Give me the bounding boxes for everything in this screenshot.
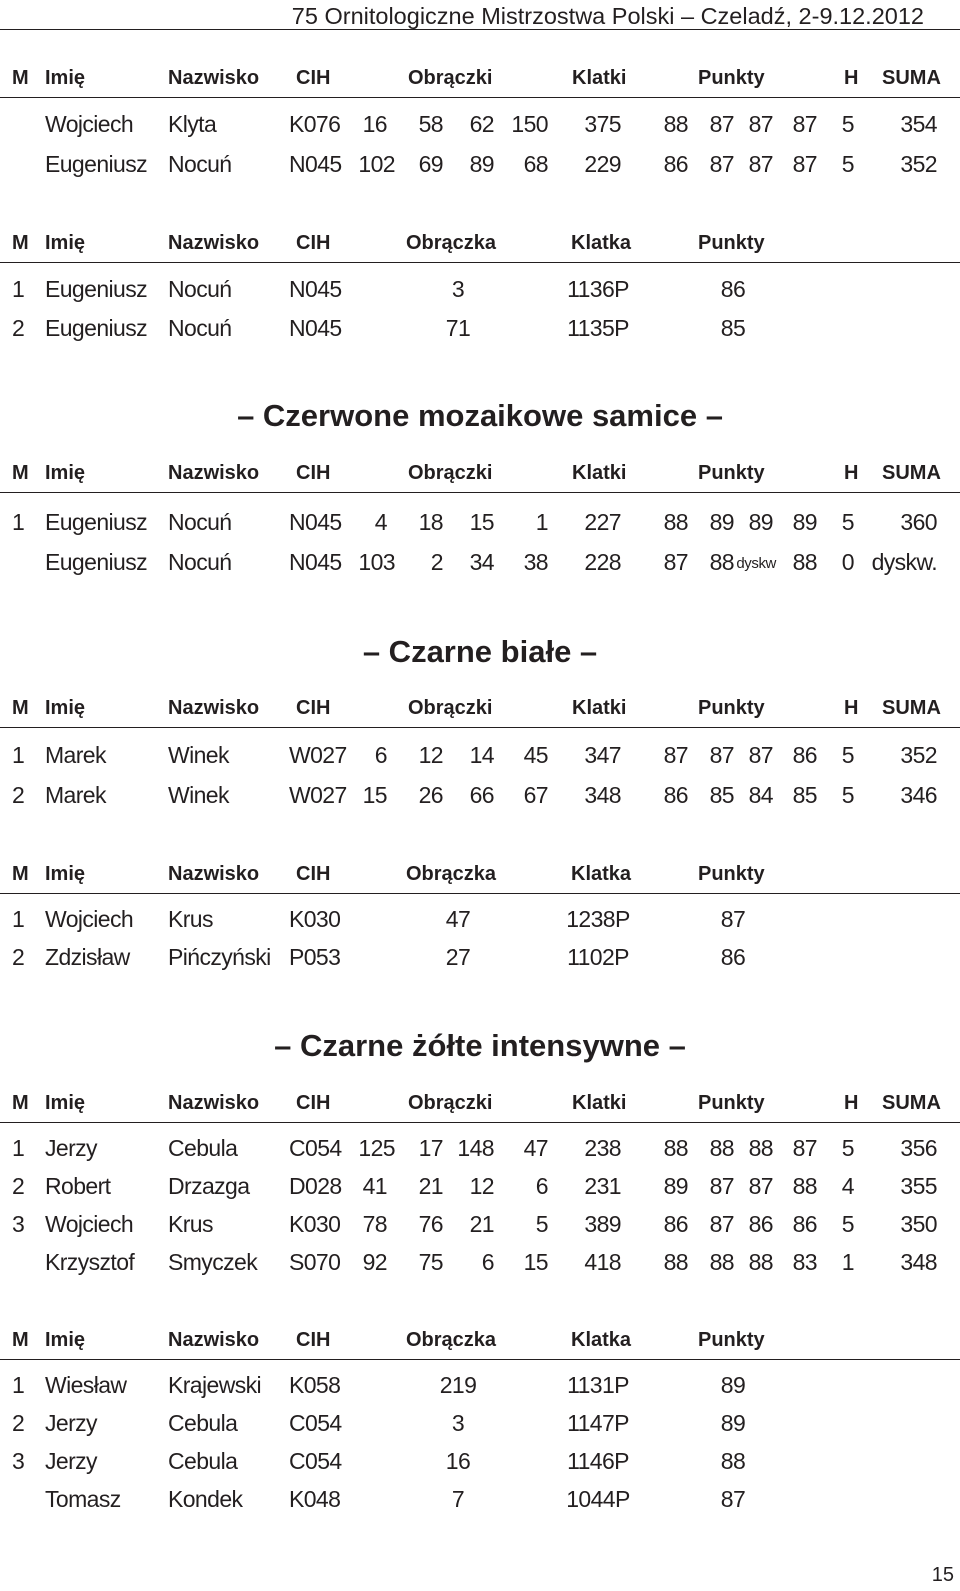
sec4-singles-header-m: M	[12, 1329, 29, 1351]
sec4-single-row-cage: 1147P	[567, 1410, 629, 1436]
sec4-team-row-sum: 350	[900, 1211, 937, 1237]
sec1-team-row-ring: 68	[523, 151, 548, 177]
sec1-team-row-last-name: Nocuń	[168, 151, 232, 177]
sec3-single-row-cage: 1102P	[567, 944, 629, 970]
sec3-team-row-ring: 14	[469, 742, 494, 768]
sec4-team-row-last-name: Drzazga	[168, 1173, 250, 1199]
sec4-team-row-ring: 12	[469, 1173, 494, 1199]
sec1-teams-header-nazwisko: Nazwisko	[168, 67, 260, 89]
sec2-team-row-last-name: Nocuń	[168, 509, 232, 535]
sec4-team-row-h: 5	[841, 1211, 854, 1237]
sec2-team-row-points: 88	[663, 509, 688, 535]
sec1-singles-header-punkty: Punkty	[698, 232, 765, 254]
sec3-single-row-last-name: Pińczyński	[168, 944, 271, 970]
sec3-teams-header-m: M	[12, 697, 29, 719]
sec3-team-row-last-name: Winek	[168, 782, 229, 808]
sec4-team-row-sum: 355	[900, 1173, 937, 1199]
sec3-team-row-sum: 352	[900, 742, 937, 768]
sec4-team-row-ring: 15	[523, 1249, 548, 1275]
sec1-teams-header-obraczki: Obrączki	[408, 67, 493, 89]
sec4-single-row-place: 3	[12, 1448, 25, 1474]
sec2-teams-header-obraczki: Obrączki	[408, 462, 493, 484]
sec4-team-row-first-name: Robert	[45, 1173, 111, 1199]
sec2-team-row-first-name: Eugeniusz	[45, 549, 148, 575]
sec3-team-row-points: 87	[748, 742, 773, 768]
sec3-singles-header-obraczka: Obrączka	[406, 863, 497, 885]
sec2-teams-header-nazwisko: Nazwisko	[168, 462, 260, 484]
sec1-single-row-last-name: Nocuń	[168, 315, 232, 341]
sec1-teams-header-rule	[0, 97, 960, 98]
sec4-team-row-cage: 238	[584, 1135, 621, 1161]
sec2-team-row-last-name: Nocuń	[168, 549, 232, 575]
sec4-team-row-points: 86	[792, 1211, 817, 1237]
section-heading-czerwone-mozaikowe-samice: – Czerwone mozaikowe samice –	[237, 398, 723, 433]
sec4-teams-header-klatki: Klatki	[572, 1092, 627, 1114]
sec4-single-row-ring: 3	[451, 1410, 465, 1436]
sec4-team-row-last-name: Smyczek	[168, 1249, 258, 1275]
sec3-teams-header-cih: CIH	[296, 697, 331, 719]
sec1-team-row-h: 5	[841, 111, 854, 137]
sec4-single-row-points: 88	[720, 1448, 746, 1474]
sec3-team-row-ring: 66	[469, 782, 494, 808]
sec4-team-row-ring: 78	[362, 1211, 387, 1237]
sec2-team-row-cih: N045	[289, 509, 342, 535]
sec2-team-row-points: 88	[792, 549, 817, 575]
sec2-team-row-points: 89	[709, 509, 734, 535]
sec2-team-row-cage: 228	[584, 549, 621, 575]
sec3-team-row-cih: W027	[289, 742, 347, 768]
sec4-team-row-first-name: Wojciech	[45, 1211, 134, 1237]
sec4-singles-header-rule	[0, 1359, 960, 1360]
sec4-singles-header-nazwisko: Nazwisko	[168, 1329, 260, 1351]
sec4-team-row-ring: 17	[418, 1135, 443, 1161]
sec3-team-row-place: 1	[12, 742, 25, 768]
sec4-team-row-cih: C054	[289, 1135, 342, 1161]
sec4-single-row-cih: K058	[289, 1372, 341, 1398]
sec3-team-row-place: 2	[12, 782, 25, 808]
sec1-team-row-ring: 102	[358, 151, 395, 177]
sec2-team-row-ring: 2	[430, 549, 443, 575]
sec4-team-row-last-name: Krus	[168, 1211, 213, 1237]
sec1-teams-header-punkty: Punkty	[698, 67, 765, 89]
page-title: 75 Ornitologiczne Mistrzostwa Polski – Czeladź, 2-9.12.2012	[0, 2, 960, 30]
sec3-single-row-ring: 47	[445, 906, 471, 932]
sec1-singles-header-obraczka: Obrączka	[406, 232, 497, 254]
sec3-single-row-place: 2	[12, 944, 25, 970]
sec3-teams-header-suma: SUMA	[882, 697, 941, 719]
sec1-team-row-first-name: Wojciech	[45, 111, 134, 137]
sec3-team-row-ring: 67	[523, 782, 548, 808]
sec4-team-row-points: 88	[792, 1173, 817, 1199]
sec1-single-row-cage: 1136P	[567, 276, 629, 302]
sec3-single-row-ring: 27	[445, 944, 471, 970]
sec3-single-row-first-name: Zdzisław	[45, 944, 130, 970]
sec2-team-row-h: 0	[841, 549, 854, 575]
sec3-team-row-ring: 6	[374, 742, 387, 768]
sec1-single-row-cih: N045	[289, 276, 342, 302]
sec4-team-row-cih: D028	[289, 1173, 342, 1199]
sec1-team-row-ring: 16	[362, 111, 387, 137]
sec1-teams-header-suma: SUMA	[882, 67, 941, 89]
sec2-team-row-cage: 227	[584, 509, 621, 535]
sec4-team-row-points: 88	[748, 1135, 773, 1161]
sec2-team-row-points: 89	[792, 509, 817, 535]
sec4-singles-header-imie: Imię	[45, 1329, 86, 1351]
sec4-team-row-ring: 21	[469, 1211, 494, 1237]
sec1-singles-header-klatka: Klatka	[571, 232, 632, 254]
sec1-singles-header-rule	[0, 262, 960, 263]
sec4-team-row-points: 89	[663, 1173, 688, 1199]
sec1-single-row-cage: 1135P	[567, 315, 629, 341]
sec3-teams-header-nazwisko: Nazwisko	[168, 697, 260, 719]
sec4-single-row-cage: 1044P	[566, 1486, 630, 1512]
sec3-team-row-h: 5	[841, 782, 854, 808]
sec2-team-row-place: 1	[12, 509, 25, 535]
sec3-teams-header-punkty: Punkty	[698, 697, 765, 719]
sec3-team-row-first-name: Marek	[45, 742, 106, 768]
sec4-teams-header-obraczki: Obrączki	[408, 1092, 493, 1114]
sec1-single-row-ring: 71	[445, 315, 471, 341]
sec4-team-row-points: 87	[709, 1211, 734, 1237]
sec1-singles-header-nazwisko: Nazwisko	[168, 232, 260, 254]
sec3-team-row-first-name: Marek	[45, 782, 106, 808]
sec2-teams-header-punkty: Punkty	[698, 462, 765, 484]
sec4-single-row-cage: 1131P	[567, 1372, 629, 1398]
sec2-team-row-sum: 360	[900, 509, 937, 535]
sec2-team-row-ring: 18	[418, 509, 443, 535]
sec1-teams-header-imie: Imię	[45, 67, 86, 89]
sec1-team-row-cage: 375	[584, 111, 621, 137]
sec4-team-row-place: 3	[12, 1211, 25, 1237]
sec4-singles-header-cih: CIH	[296, 1329, 331, 1351]
sec4-single-row-place: 2	[12, 1410, 25, 1436]
sec3-team-row-points: 85	[792, 782, 817, 808]
sec1-single-row-first-name: Eugeniusz	[45, 315, 148, 341]
sec3-single-row-points: 87	[720, 906, 746, 932]
sec3-team-row-ring: 12	[418, 742, 443, 768]
sec3-singles-header-imie: Imię	[45, 863, 86, 885]
sec2-team-row-h: 5	[841, 509, 854, 535]
sec4-team-row-h: 1	[841, 1249, 854, 1275]
sec3-single-row-cage: 1238P	[566, 906, 630, 932]
sec1-team-row-ring: 89	[469, 151, 494, 177]
sec1-team-row-points: 87	[792, 151, 817, 177]
section-heading-czarne-zolte-intensywne: – Czarne żółte intensywne –	[274, 1028, 686, 1063]
sec4-team-row-points: 87	[792, 1135, 817, 1161]
sec3-teams-header-obraczki: Obrączki	[408, 697, 493, 719]
sec3-singles-header-rule	[0, 893, 960, 894]
sec4-team-row-points: 86	[748, 1211, 773, 1237]
sec1-team-row-last-name: Klyta	[168, 111, 217, 137]
sec3-team-row-points: 87	[663, 742, 688, 768]
sec2-teams-header-klatki: Klatki	[572, 462, 627, 484]
sec3-single-row-points: 86	[720, 944, 746, 970]
sec1-single-row-place: 2	[12, 315, 25, 341]
sec4-team-row-ring: 47	[523, 1135, 548, 1161]
sec2-team-row-points: 89	[748, 509, 773, 535]
sec3-single-row-place: 1	[12, 906, 25, 932]
sec3-team-row-cage: 348	[584, 782, 621, 808]
sec2-team-row-ring: 15	[469, 509, 494, 535]
sec4-team-row-ring: 148	[457, 1135, 494, 1161]
sec3-team-row-points: 86	[663, 782, 688, 808]
sec1-team-row-cih: N045	[289, 151, 342, 177]
sec4-team-row-cage: 389	[584, 1211, 621, 1237]
sec4-singles-header-punkty: Punkty	[698, 1329, 765, 1351]
sec4-team-row-h: 5	[841, 1135, 854, 1161]
sec1-team-row-ring: 150	[511, 111, 548, 137]
sec2-teams-header-rule	[0, 492, 960, 493]
sec1-team-row-points: 87	[748, 111, 773, 137]
sec4-single-row-cage: 1146P	[567, 1448, 629, 1474]
sec3-singles-header-cih: CIH	[296, 863, 331, 885]
sec1-single-row-points: 86	[720, 276, 746, 302]
sec1-team-row-sum: 354	[900, 111, 937, 137]
sec4-single-row-cih: C054	[289, 1410, 342, 1436]
sec2-team-row-points: dyskw	[736, 555, 776, 572]
sec4-team-row-points: 87	[748, 1173, 773, 1199]
sec3-team-row-cage: 347	[584, 742, 621, 768]
sec2-team-row-ring: 103	[358, 549, 395, 575]
sec4-team-row-first-name: Jerzy	[45, 1135, 97, 1161]
sec1-team-row-cih: K076	[289, 111, 341, 137]
sec4-single-row-points: 89	[720, 1372, 746, 1398]
sec2-team-row-points: 88	[709, 549, 734, 575]
sec4-team-row-ring: 6	[535, 1173, 548, 1199]
sec3-singles-header-klatka: Klatka	[571, 863, 632, 885]
sec3-singles-header-m: M	[12, 863, 29, 885]
sec1-team-row-points: 87	[792, 111, 817, 137]
sec1-teams-header-m: M	[12, 67, 29, 89]
sec4-single-row-last-name: Kondek	[168, 1486, 243, 1512]
sec2-team-row-ring: 1	[535, 509, 548, 535]
sec4-team-row-points: 88	[709, 1135, 734, 1161]
sec1-team-row-sum: 352	[900, 151, 937, 177]
sec4-team-row-ring: 125	[358, 1135, 395, 1161]
sec3-team-row-ring: 26	[418, 782, 443, 808]
sec4-single-row-first-name: Tomasz	[45, 1486, 121, 1512]
sec4-team-row-points: 88	[663, 1249, 688, 1275]
sec4-teams-header-imie: Imię	[45, 1092, 86, 1114]
sec4-team-row-points: 83	[792, 1249, 817, 1275]
sec4-team-row-first-name: Krzysztof	[45, 1249, 135, 1275]
sec4-singles-header-obraczka: Obrączka	[406, 1329, 497, 1351]
sec4-team-row-ring: 21	[418, 1173, 443, 1199]
sec4-single-row-first-name: Jerzy	[45, 1448, 97, 1474]
sec4-single-row-last-name: Cebula	[168, 1448, 238, 1474]
sec4-team-row-points: 88	[748, 1249, 773, 1275]
sec2-team-row-ring: 38	[523, 549, 548, 575]
sec2-teams-header-m: M	[12, 462, 29, 484]
sec1-single-row-first-name: Eugeniusz	[45, 276, 148, 302]
page-number: 15	[931, 1564, 954, 1586]
sec1-teams-header-cih: CIH	[296, 67, 331, 89]
sec4-team-row-place: 1	[12, 1135, 25, 1161]
sec4-teams-header-m: M	[12, 1092, 29, 1114]
sec2-teams-header-suma: SUMA	[882, 462, 941, 484]
sec4-teams-header-rule	[0, 1122, 960, 1123]
sec4-team-row-points: 86	[663, 1211, 688, 1237]
sec4-single-row-last-name: Krajewski	[168, 1372, 262, 1398]
sec3-teams-header-klatki: Klatki	[572, 697, 627, 719]
sec3-single-row-first-name: Wojciech	[45, 906, 134, 932]
sec3-single-row-cih: K030	[289, 906, 341, 932]
sec1-singles-header-m: M	[12, 232, 29, 254]
sec4-team-row-place: 2	[12, 1173, 25, 1199]
sec3-team-row-points: 85	[709, 782, 734, 808]
sec2-team-row-points: 87	[663, 549, 688, 575]
sec3-single-row-cih: P053	[289, 944, 341, 970]
sec1-team-row-ring: 62	[469, 111, 494, 137]
sec3-team-row-points: 84	[748, 782, 773, 808]
sec4-team-row-points: 87	[709, 1173, 734, 1199]
sec1-single-row-cih: N045	[289, 315, 342, 341]
section-heading-czarne-biale: – Czarne białe –	[362, 634, 598, 669]
sec4-single-row-cih: K048	[289, 1486, 341, 1512]
sec4-teams-header-suma: SUMA	[882, 1092, 941, 1114]
sec1-singles-header-cih: CIH	[296, 232, 331, 254]
sec4-team-row-cih: S070	[289, 1249, 341, 1275]
sec2-team-row-ring: 34	[469, 549, 494, 575]
sec4-team-row-cih: K030	[289, 1211, 341, 1237]
sec1-teams-header-klatki: Klatki	[572, 67, 627, 89]
sec1-single-row-points: 85	[720, 315, 746, 341]
sec4-single-row-first-name: Jerzy	[45, 1410, 97, 1436]
sec3-singles-header-punkty: Punkty	[698, 863, 765, 885]
sec3-team-row-cih: W027	[289, 782, 347, 808]
sec4-team-row-ring: 6	[481, 1249, 494, 1275]
sec4-team-row-ring: 41	[362, 1173, 387, 1199]
sec2-team-row-ring: 4	[374, 509, 387, 535]
sec4-team-row-h: 4	[841, 1173, 854, 1199]
sec3-single-row-last-name: Krus	[168, 906, 213, 932]
sec4-single-row-last-name: Cebula	[168, 1410, 238, 1436]
sec3-team-row-points: 86	[792, 742, 817, 768]
sec4-single-row-first-name: Wiesław	[45, 1372, 127, 1398]
sec3-teams-header-imie: Imię	[45, 697, 86, 719]
sec3-team-row-sum: 346	[900, 782, 937, 808]
sec4-team-row-ring: 5	[535, 1211, 548, 1237]
sec4-team-row-ring: 75	[418, 1249, 443, 1275]
sec4-teams-header-punkty: Punkty	[698, 1092, 765, 1114]
sec3-teams-header-rule	[0, 727, 960, 728]
sec4-single-row-ring: 219	[439, 1372, 477, 1398]
sec3-team-row-ring: 45	[523, 742, 548, 768]
sec4-single-row-place: 1	[12, 1372, 25, 1398]
sec1-team-row-h: 5	[841, 151, 854, 177]
sec2-teams-header-cih: CIH	[296, 462, 331, 484]
sec2-team-row-sum: dyskw.	[871, 549, 937, 575]
sec1-team-row-points: 87	[709, 151, 734, 177]
sec1-single-row-place: 1	[12, 276, 25, 302]
sec1-team-row-first-name: Eugeniusz	[45, 151, 148, 177]
sec4-singles-header-klatka: Klatka	[571, 1329, 632, 1351]
sec4-team-row-cage: 418	[584, 1249, 621, 1275]
sec2-team-row-first-name: Eugeniusz	[45, 509, 148, 535]
sec4-single-row-points: 87	[720, 1486, 746, 1512]
sec3-singles-header-nazwisko: Nazwisko	[168, 863, 260, 885]
sec4-team-row-points: 88	[709, 1249, 734, 1275]
sec3-teams-header-h: H	[844, 697, 859, 719]
sec3-team-row-ring: 15	[362, 782, 387, 808]
sec4-team-row-ring: 92	[362, 1249, 387, 1275]
sec4-single-row-ring: 16	[445, 1448, 471, 1474]
sec4-team-row-points: 88	[663, 1135, 688, 1161]
sec4-team-row-sum: 348	[900, 1249, 937, 1275]
sec3-team-row-points: 87	[709, 742, 734, 768]
sec1-team-row-points: 86	[663, 151, 688, 177]
sec4-single-row-cih: C054	[289, 1448, 342, 1474]
sec4-team-row-last-name: Cebula	[168, 1135, 238, 1161]
sec4-teams-header-nazwisko: Nazwisko	[168, 1092, 260, 1114]
sec1-teams-header-h: H	[844, 67, 859, 89]
sec2-team-row-cih: N045	[289, 549, 342, 575]
sec4-single-row-ring: 7	[451, 1486, 465, 1512]
sec2-teams-header-imie: Imię	[45, 462, 86, 484]
sec1-single-row-ring: 3	[451, 276, 465, 302]
sec4-team-row-cage: 231	[584, 1173, 621, 1199]
sec3-team-row-h: 5	[841, 742, 854, 768]
sec1-singles-header-imie: Imię	[45, 232, 86, 254]
sec2-teams-header-h: H	[844, 462, 859, 484]
sec1-team-row-points: 88	[663, 111, 688, 137]
sec4-teams-header-h: H	[844, 1092, 859, 1114]
sec1-single-row-last-name: Nocuń	[168, 276, 232, 302]
sec4-teams-header-cih: CIH	[296, 1092, 331, 1114]
sec4-team-row-ring: 76	[418, 1211, 443, 1237]
sec1-team-row-ring: 69	[418, 151, 443, 177]
sec4-single-row-points: 89	[720, 1410, 746, 1436]
sec1-team-row-ring: 58	[418, 111, 443, 137]
sec4-team-row-sum: 356	[900, 1135, 937, 1161]
sec1-team-row-points: 87	[709, 111, 734, 137]
sec3-team-row-last-name: Winek	[168, 742, 229, 768]
sec1-team-row-points: 87	[748, 151, 773, 177]
sec1-team-row-cage: 229	[584, 151, 621, 177]
